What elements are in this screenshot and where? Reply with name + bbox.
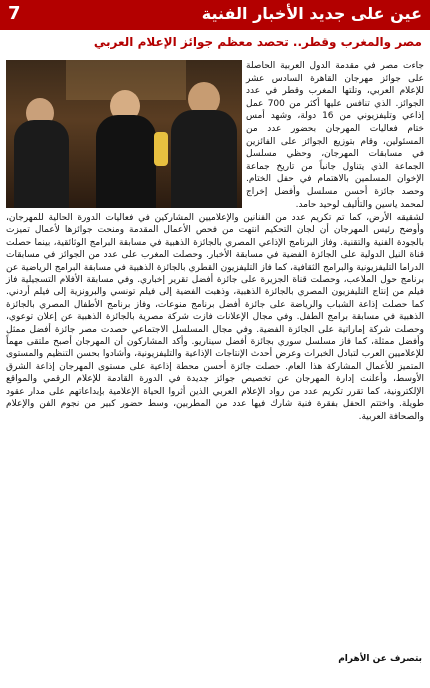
- person-left: [14, 120, 69, 208]
- trophy-icon: [154, 132, 168, 166]
- award-ceremony-photo: [6, 60, 242, 208]
- person-center: [96, 115, 156, 208]
- article-headline: مصر والمغرب وقطر.. تحصد معظم جوائز الإعلام العربي: [93, 35, 422, 49]
- page-number: 7: [8, 3, 21, 24]
- section-title: عين على جديد الأخبار الفنية: [201, 4, 422, 23]
- article-source: بتصرف عن الأهرام: [338, 654, 422, 664]
- page-header: [0, 0, 430, 30]
- article-body: لشقيقه الأرض، كما تم تكريم عدد من الفنانين والإعلاميين المشاركين في فعاليات الدورة الحالية للمهرجان، وأوضح رئيس المهرجان أن لجان التحكيم انتهت من فحص الأعمال المقدمة ومنحت جوائزها لأعمال تميزت بالجودة الفنية والتقنية. وفاز البرنامج الإذاعي المصري بالجائزة الذهبية في مسابقة البرامج الوثائقية، بينما حصلت قناة النيل الدولية على الجائزة الفضية في مسابقة الأخبار. وحصلت المغرب على عدد من الجوائز في مسابقات الدراما التليفزيونية والبرامج الثقافية، كما فاز التليفزيون القطري بالجائزة الذهبية في مسابقة البرامج الرياضية عن برنامج حول الملاعب، وحصلت قناة الجزيرة على جائزة أفضل تقرير إخباري. وفي مسابقة الأفلام التسجيلية فاز فيلم من إنتاج التليفزيون المصري بالجائزة الذهبية، وذهبت الفضية إلى فيلم تونسي والبرونزية إلى فيلم أردني. كما حصلت إذاعة الشباب والرياضة على جائزة أفضل برنامج منوعات، وفاز برنامج الأطفال المصري بالجائزة الذهبية في مسابقة برامج الطفل. وفي مجال الإعلانات فازت شركة مصرية بالجائزة الذهبية عن إعلان توعوي، وحصلت شركة إماراتية على الجائزة الفضية. وفي مجال المسلسل الاجتماعي حصدت مصر جائزة أفضل ممثل وأفضل ممثلة، كما فاز مسلسل سوري بجائزة أفضل سيناريو. وأكد المشاركون أن المهرجان أصبح ملتقى مهماً للإعلاميين العرب لتبادل الخبرات وعرض أحدث الإنتاجات الإذاعية والتليفزيونية، وأشادوا بحسن التنظيم والمستوى المتميز للأعمال المشاركة هذا العام. حصلت جائزة أحسن محطة إذاعية على مستوى المهرجان إذاعة الشرق الأوسط، وأعلنت إدارة المهرجان عن تخصيص جوائز جديدة في الدورة القادمة للإعلام الرقمي والمواقع الإلكترونية، كما تقرر تكريم عدد من رواد الإعلام العربي الذين أثروا الحياة الإعلامية بإبداعاتهم على مدار عقود طويلة. واختتم الحفل بفقرة فنية شارك فيها عدد من المطربين، وسط حضور كبير من نجوم الفن والإعلام والصحافة العربية.: [6, 213, 424, 422]
- article-lead: جاءت مصر في مقدمة الدول العربية الحاصلة على جوائز مهرجان القاهرة السادس عشر للإعلام العربي، وتلتها المغرب وقطر في عدد الجوائز. الذي تنافس عليها أكثر من 700 عمل إذاعي وتليفزيوني من 16 دولة، وشهد أمس ختام فعاليات المهرجان بحضور عدد من المسئولين، وقام بتوزيع الجوائز على الفائزين في مسابقات المهرجان، وحظي مسلسل الجماعة الذي يتناول جانباً من تاريخ جماعة الإخوان المسلمين بالاهتمام في حفل الختام. وحصد جائزة أحسن مسلسل وأفضل إخراج لمحمد ياسين والتأليف لوحيد حامد.: [246, 61, 425, 210]
- person-right: [171, 110, 237, 208]
